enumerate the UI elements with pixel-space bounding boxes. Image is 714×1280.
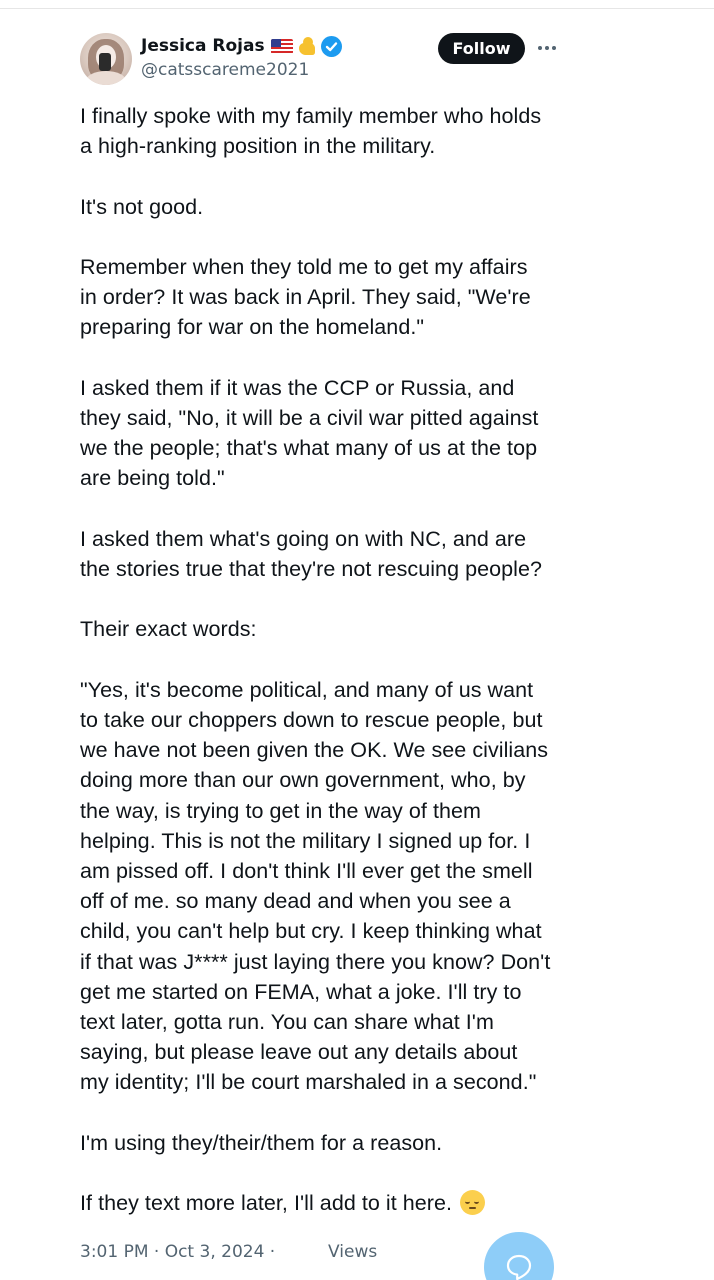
ellipsis-icon [552,46,556,50]
tweet-paragraph [80,373,560,494]
tweet-line: Remember when they told me to get my affairs [80,254,528,279]
tweet-line: I finally spoke with my family member who holds [80,104,542,128]
ellipsis-icon [538,46,542,50]
tweet-line: the way, is trying to get in the way of them [80,798,481,823]
flexed-biceps-icon [295,35,317,57]
tweet-line: we the people; that's what many of us at the top [80,436,538,461]
tweet-line: off of me. so many dead and when you see a [80,889,511,914]
tweet-line: It's not good. [80,194,204,219]
tweet-paragraph [80,675,560,1098]
tweet-line: preparing for war on the homeland." [80,315,425,340]
author-handle[interactable]: @catsscareme2021 [141,60,310,80]
tweet-text [80,101,560,1249]
tweet-line: saying, but please leave out any details about [80,1040,518,1065]
tweet-line: they said, "No, it will be a civil war pitted against [80,405,539,430]
tweet-timestamp[interactable]: 3:01 PM · Oct 3, 2024 · [80,1242,276,1262]
verified-badge-icon[interactable] [321,36,342,57]
tweet-line: if that was J**** just laying there you know? Don't [80,949,551,974]
views-label[interactable]: Views [328,1242,378,1262]
tweet-line: to take our choppers down to rescue people, but [80,707,543,732]
tweet-line: a high-ranking position in the military. [80,134,436,159]
tweet-line: are being told." [80,466,225,491]
tweet-line: I'm using they/their/them for a reason. [80,1130,443,1155]
avatar-shoulder-shape [86,71,126,85]
tweet-paragraph [80,1188,560,1218]
reply-bubble-icon [504,1252,534,1280]
pensive-face-icon [460,1190,485,1215]
more-options-button[interactable] [534,36,560,60]
tweet-line: child, you can't help but cry. I keep thinking what [80,919,542,944]
tweet-line: If they text more later, I'll add to it here. [80,1191,459,1216]
tweet-line: doing more than our own government, who, by [80,768,526,793]
tweet-line: text later, gotta run. You can share what I'm [80,1010,494,1034]
follow-button[interactable]: Follow [438,33,525,64]
avatar-phone-shape [99,53,111,71]
tweet-line: helping. This is not the military I signed up for. I [80,828,531,853]
tweet-line: Their exact words: [80,617,257,642]
tweet-line: "Yes, it's become political, and many of us want [80,677,534,702]
tweet-line: in order? It was back in April. They said, "We're [80,285,531,310]
tweet-paragraph [80,1128,560,1158]
us-flag-icon [271,39,293,54]
tweet-line-last [80,1188,560,1218]
tweet-line: am pissed off. I don't think I'll ever get the smell [80,858,533,883]
ellipsis-icon [545,46,549,50]
author-name-row[interactable] [141,34,342,58]
tweet-paragraph [80,101,560,161]
tweet-paragraph [80,524,560,584]
tweet-line: my identity; I'll be court marshaled in a second." [80,1070,537,1095]
tweet-line: the stories true that they're not rescuing people? [80,556,542,581]
tweet-paragraph [80,192,560,222]
tweet-paragraph [80,252,560,343]
tweet-line: I asked them what's going on with NC, and are [80,526,527,551]
tweet-line: I asked them if it was the CCP or Russia, and [80,375,515,400]
tweet-line: get me started on FEMA, what a joke. I'll try to [80,979,522,1004]
tweet-paragraph [80,614,560,644]
avatar[interactable] [80,33,132,85]
top-divider [0,8,714,9]
author-display-name[interactable]: Jessica Rojas [141,36,265,56]
tweet-line: we have not been given the OK. We see civilians [80,738,549,763]
